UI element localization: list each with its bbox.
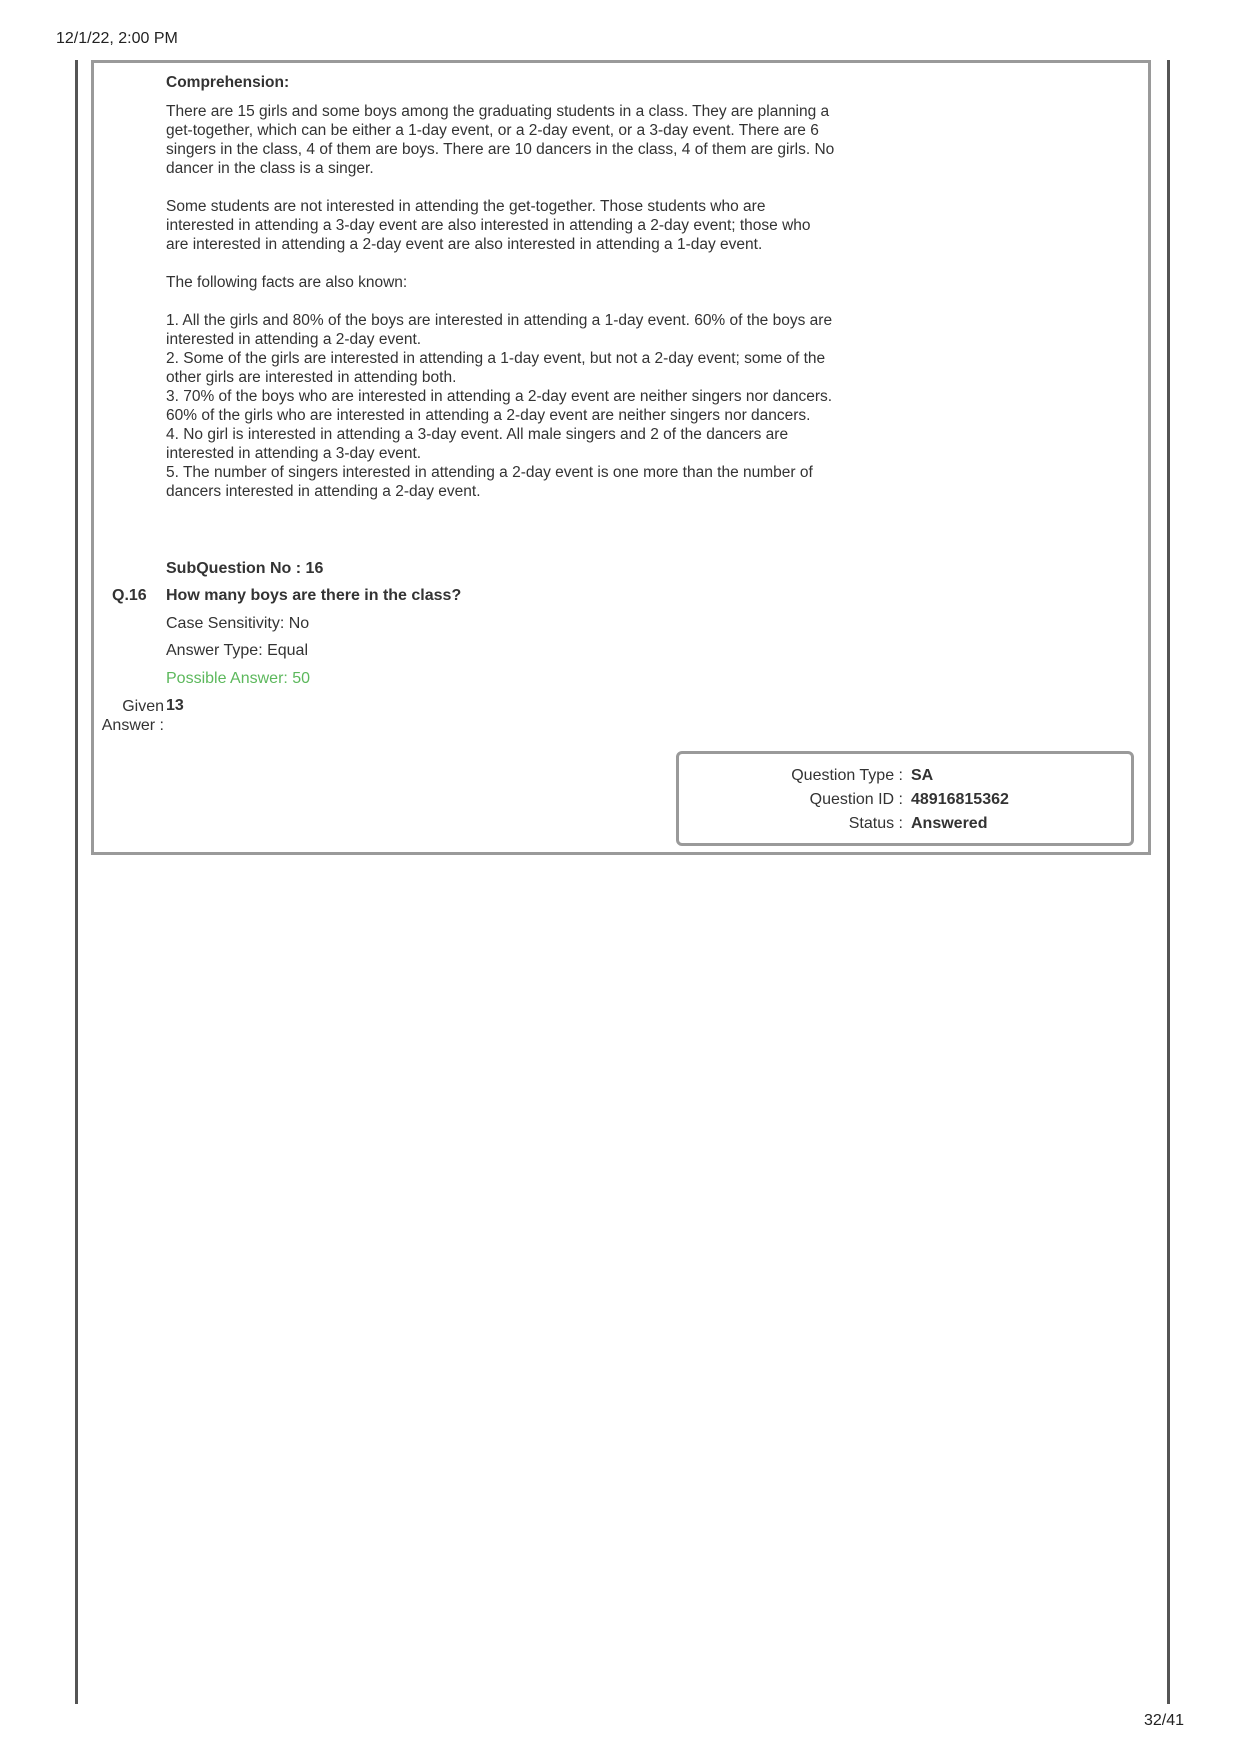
page-right-rule: [1167, 60, 1170, 1704]
answer-type: Answer Type: Equal: [166, 642, 309, 659]
question-id-label: Question ID :: [809, 791, 903, 808]
comprehension-paragraph: There are 15 girls and some boys among the graduating students in a class. They are planning a get-together, which can be either a 1-day event, or a 2-day event, or a 3-day event. There are 6 singers in the class, 4 of them are boys. There are 10 dancers in the class, 4 of them are girls. No dancer in the class is a singer.: [166, 103, 835, 177]
question-type-value: SA: [911, 767, 934, 784]
comprehension-paragraph: Some students are not interested in attending the get-together. Those students who are interested in attending a 3-day event are also interested in attending a 2-day event; those who are interested in attending a 2-day event are also interested in attending a 1-day event.: [166, 198, 811, 253]
given-answer-label: Given Answer :: [101, 698, 164, 734]
status-label: Status :: [848, 815, 903, 832]
subquestion-number: SubQuestion No : 16: [166, 560, 324, 577]
facts-list: [166, 311, 836, 501]
fact-item: 2. Some of the girls are interested in attending a 1-day event, but not a 2-day event; some of the other girls are interested in attending both.: [166, 350, 826, 386]
possible-answer: Possible Answer: 50: [166, 670, 311, 687]
question-type-label: Question Type :: [791, 767, 903, 784]
comprehension-paragraph: The following facts are also known:: [166, 274, 408, 291]
fact-item: 5. The number of singers interested in attending a 2-day event is one more than the number of dancers interested in attending a 2-day event.: [166, 464, 813, 500]
print-datetime: 12/1/22, 2:00 PM: [56, 30, 178, 47]
question-number: Q.16: [112, 587, 147, 604]
question-id-value: 48916815362: [911, 791, 1009, 808]
page-number: 32/41: [1143, 1712, 1184, 1729]
comprehension-section: [166, 73, 836, 501]
page-left-rule: [75, 60, 78, 1704]
question-meta-box: [676, 751, 1134, 846]
given-answer-value: 13: [166, 697, 184, 714]
case-sensitivity: Case Sensitivity: No: [166, 615, 310, 632]
fact-item: 1. All the girls and 80% of the boys are interested in attending a 1-day event. 60% of the boys are interested in attending a 2-day event.: [166, 312, 833, 348]
question-text: How many boys are there in the class?: [166, 587, 462, 604]
fact-item: 3. 70% of the boys who are interested in attending a 2-day event are neither singers nor dancers. 60% of the girls who are interested in attending a 2-day event are neither singers nor dancers.: [166, 388, 833, 424]
fact-item: 4. No girl is interested in attending a 3-day event. All male singers and 2 of the dancers are interested in attending a 3-day event.: [166, 426, 789, 462]
comprehension-title: Comprehension:: [166, 74, 290, 91]
status-value: Answered: [911, 815, 988, 832]
